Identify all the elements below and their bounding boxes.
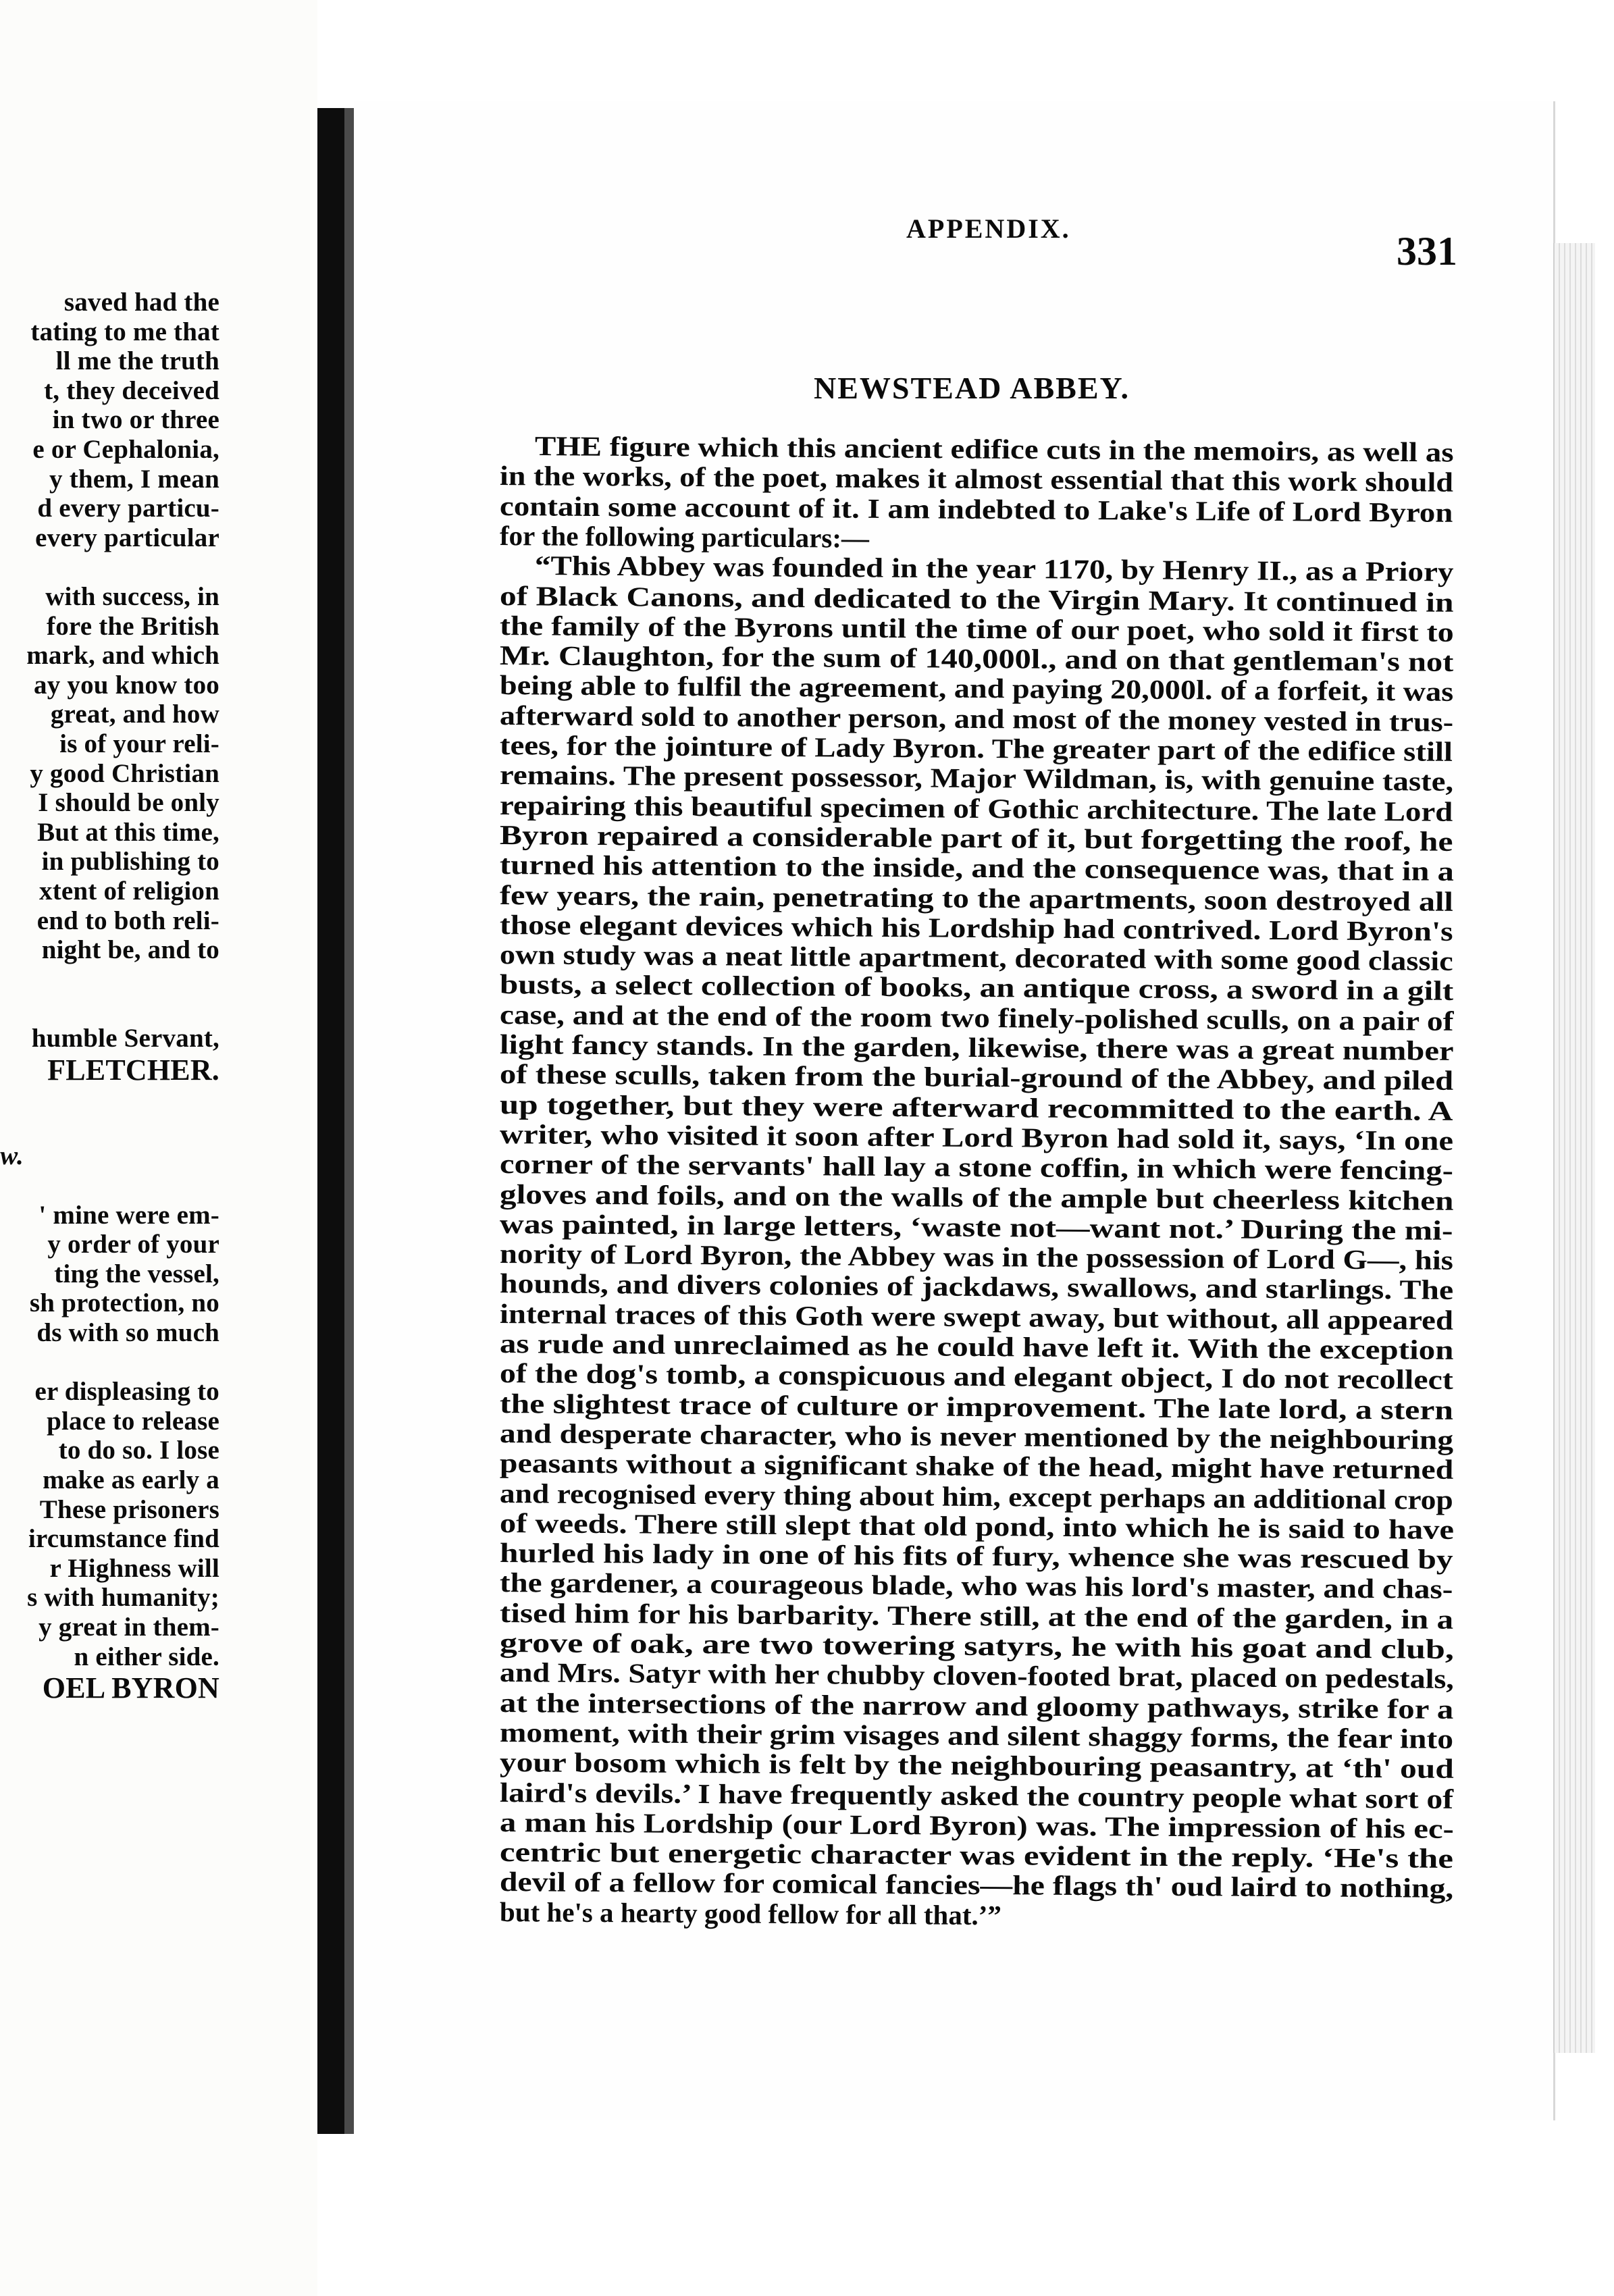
body-line: at the intersections of the narrow and gloomy pathways, strike for a	[499, 1686, 1454, 1725]
body-line: afterward sold to another person, and most of the money vested in trus-	[499, 699, 1454, 737]
body-line: being able to fulfil the agreement, and paying 20,000l. of a forfeit, it was	[499, 669, 1454, 708]
left-page-line: y great in them-	[38, 1613, 219, 1642]
body-line: corner of the servants' hall lay a stone coffin, in which were fencing-	[499, 1148, 1454, 1186]
body-line: devil of a fellow for comical fancies—he flags th' oud laird to nothing,	[499, 1866, 1454, 1904]
left-page-line: in two or three	[52, 405, 219, 435]
left-page-line: w.	[0, 1141, 24, 1171]
body-line: “This Abbey was founded in the year 1170, by Henry II., as a Priory	[534, 550, 1454, 588]
left-page-line: make as early a	[43, 1465, 219, 1494]
left-page-line: t, they deceived	[44, 375, 219, 405]
body-line: as rude and unreclaimed as he could have left it. With the exception	[499, 1328, 1454, 1365]
body-line: own study was a neat little apartment, decorated with some good classic	[499, 939, 1453, 976]
left-page-line: I should be only	[38, 788, 219, 818]
left-page-line: mark, and which	[26, 641, 219, 671]
left-page-line: great, and how	[50, 700, 219, 729]
body-line: remains. The present possessor, Major Wildman, is, with genuine taste,	[499, 759, 1454, 798]
left-page-line: is of your reli-	[59, 729, 219, 758]
body-line: tised him for his barbarity. There still, at the end of the garden, in a	[499, 1596, 1454, 1635]
body-line: and desperate character, who is never mentioned by the neighbouring	[499, 1417, 1454, 1455]
left-page-line: r Highness will	[49, 1553, 219, 1583]
body-line: but he's a hearty good fellow for all that.’”	[499, 1896, 1002, 1931]
body-line: light fancy stands. In the garden, likewise, there was a great number	[499, 1028, 1454, 1066]
section-heading: NEWSTEAD ABBEY.	[814, 371, 1130, 405]
left-page-line: er displeasing to	[34, 1377, 219, 1407]
left-page-line: These prisoners	[39, 1494, 219, 1524]
body-line: a man his Lordship (our Lord Byron) was. The impression of his ec-	[499, 1806, 1455, 1844]
body-line: of weeds. There still slept that old pond, into which he is said to have	[499, 1507, 1455, 1545]
left-page-line: ' mine were em-	[38, 1200, 219, 1230]
left-page-line: e or Cephalonia,	[32, 435, 219, 464]
left-page-line: night be, and to	[41, 935, 219, 965]
body-line: in the works, of the poet, makes it almost essential that this work should	[499, 460, 1454, 498]
body-line: the family of the Byrons until the time of our poet, who sold it first to	[499, 609, 1454, 648]
body-line: up together, but they were afterward recommitted to the earth. A	[499, 1088, 1453, 1126]
body-line: your bosom which is felt by the neighbouring peasantry, at ‘th' oud	[499, 1746, 1454, 1785]
body-line: tees, for the jointure of Lady Byron. The greater part of the edifice still	[499, 729, 1453, 767]
body-line: laird's devils.’ I have frequently asked the country people what sort of	[499, 1776, 1454, 1815]
left-page-line: FLETCHER.	[47, 1053, 219, 1087]
left-page-line: y good Christian	[30, 758, 219, 788]
body-line: busts, a select collection of books, an antique cross, a sword in a gilt	[499, 968, 1454, 1007]
left-page-line: in publishing to	[41, 847, 219, 877]
running-head: APPENDIX.	[906, 213, 1071, 244]
body-line: those elegant devices which his Lordship had contrived. Lord Byron's	[499, 908, 1453, 947]
body-line: moment, with their grim visages and silent shaggy forms, the fear into	[499, 1716, 1454, 1754]
left-page-line: sh protection, no	[29, 1288, 219, 1318]
left-page-line: n either side.	[74, 1642, 219, 1671]
left-page-line: ting the vessel,	[54, 1259, 219, 1288]
body-line: the gardener, a courageous blade, who was his lord's master, and chas-	[499, 1567, 1453, 1605]
page-edges	[1553, 243, 1595, 2053]
body-line: and Mrs. Satyr with her chubby cloven-footed brat, placed on pedestals,	[499, 1656, 1455, 1695]
left-page-line: with success, in	[45, 582, 219, 611]
body-line: internal traces of this Goth were swept away, but without, all appeared	[499, 1297, 1454, 1336]
gutter-shadow	[344, 108, 354, 2134]
left-page-line: every particular	[35, 523, 219, 552]
left-page-line: ay you know too	[34, 670, 219, 700]
left-page-line: But at this time,	[37, 817, 219, 847]
body-line: of Black Canons, and dedicated to the Virgin Mary. It continued in	[499, 579, 1454, 618]
left-page-line: to do so. I lose	[58, 1436, 219, 1465]
body-line: grove of oak, are two towering satyrs, he with his goat and club,	[499, 1627, 1455, 1665]
body-line: for the following particulars:—	[499, 519, 870, 554]
body-line: nority of Lord Byron, the Abbey was in the possession of Lord G—, his	[499, 1238, 1454, 1276]
body-line: peasants without a significant shake of the head, might have returned	[499, 1447, 1454, 1486]
body-line: Mr. Claughton, for the sum of 140,000l., and on that gentleman's not	[499, 640, 1454, 677]
left-page-line: saved had the	[63, 288, 219, 317]
left-page-line: ll me the truth	[55, 346, 219, 376]
body-line: of these sculls, taken from the burial-ground of the Abbey, and piled	[499, 1058, 1454, 1097]
body-line: few years, the rain, penetrating to the apartments, soon destroyed all	[499, 879, 1454, 917]
left-page-line: ircumstance find	[28, 1524, 219, 1554]
body-line: gloves and foils, and on the walls of the ample but cheerless kitchen	[499, 1178, 1454, 1216]
body-line: Byron repaired a considerable part of it, but forgetting the roof, he	[499, 818, 1453, 857]
book-gutter	[317, 108, 344, 2134]
left-page-line: tating to me that	[30, 317, 219, 346]
left-page-line: humble Servant,	[31, 1024, 219, 1053]
left-page-line: xtent of religion	[39, 877, 219, 906]
left-page-line: y them, I mean	[49, 464, 219, 494]
left-page-line: ds with so much	[36, 1318, 219, 1347]
body-line: and recognised every thing about him, except perhaps an additional crop	[499, 1477, 1453, 1515]
body-line: of the dog's tomb, a conspicuous and elegant object, I do not recollect	[499, 1357, 1453, 1396]
left-page-line: s with humanity;	[27, 1583, 219, 1613]
body-line: contain some account of it. I am indebted to Lake's Life of Lord Byron	[499, 490, 1453, 528]
body-line: the slightest trace of culture or improvement. The late lord, a stern	[499, 1387, 1454, 1426]
page-number: 331	[1397, 229, 1457, 273]
left-page-line: OEL BYRON	[42, 1671, 219, 1705]
body-line: repairing this beautiful specimen of Gothic architecture. The late Lord	[499, 789, 1453, 827]
body-line: hurled his lady in one of his fits of fury, whence she was rescued by	[499, 1537, 1453, 1575]
body-line: THE figure which this ancient edifice cuts in the memoirs, as well as	[534, 430, 1454, 468]
body-line: hounds, and divers colonies of jackdaws, swallows, and starlings. The	[499, 1268, 1454, 1306]
left-page-line: y order of your	[47, 1230, 219, 1259]
body-line: centric but energetic character was evident in the reply. ‘He's the	[499, 1836, 1454, 1874]
left-facing-page	[0, 0, 317, 2296]
body-line: was painted, in large letters, ‘waste not—want not.’ During the mi-	[499, 1207, 1453, 1246]
left-page-line: d every particu-	[37, 494, 219, 523]
left-page-line: end to both reli-	[36, 906, 219, 935]
body-line: case, and at the end of the room two finely-polished sculls, on a pair of	[499, 998, 1454, 1037]
left-page-line: place to release	[47, 1406, 219, 1436]
left-page-line: fore the British	[47, 611, 219, 641]
body-line: turned his attention to the inside, and the consequence was, that in a	[499, 849, 1455, 887]
body-line: writer, who visited it soon after Lord Byron had sold it, says, ‘In one	[499, 1118, 1454, 1156]
